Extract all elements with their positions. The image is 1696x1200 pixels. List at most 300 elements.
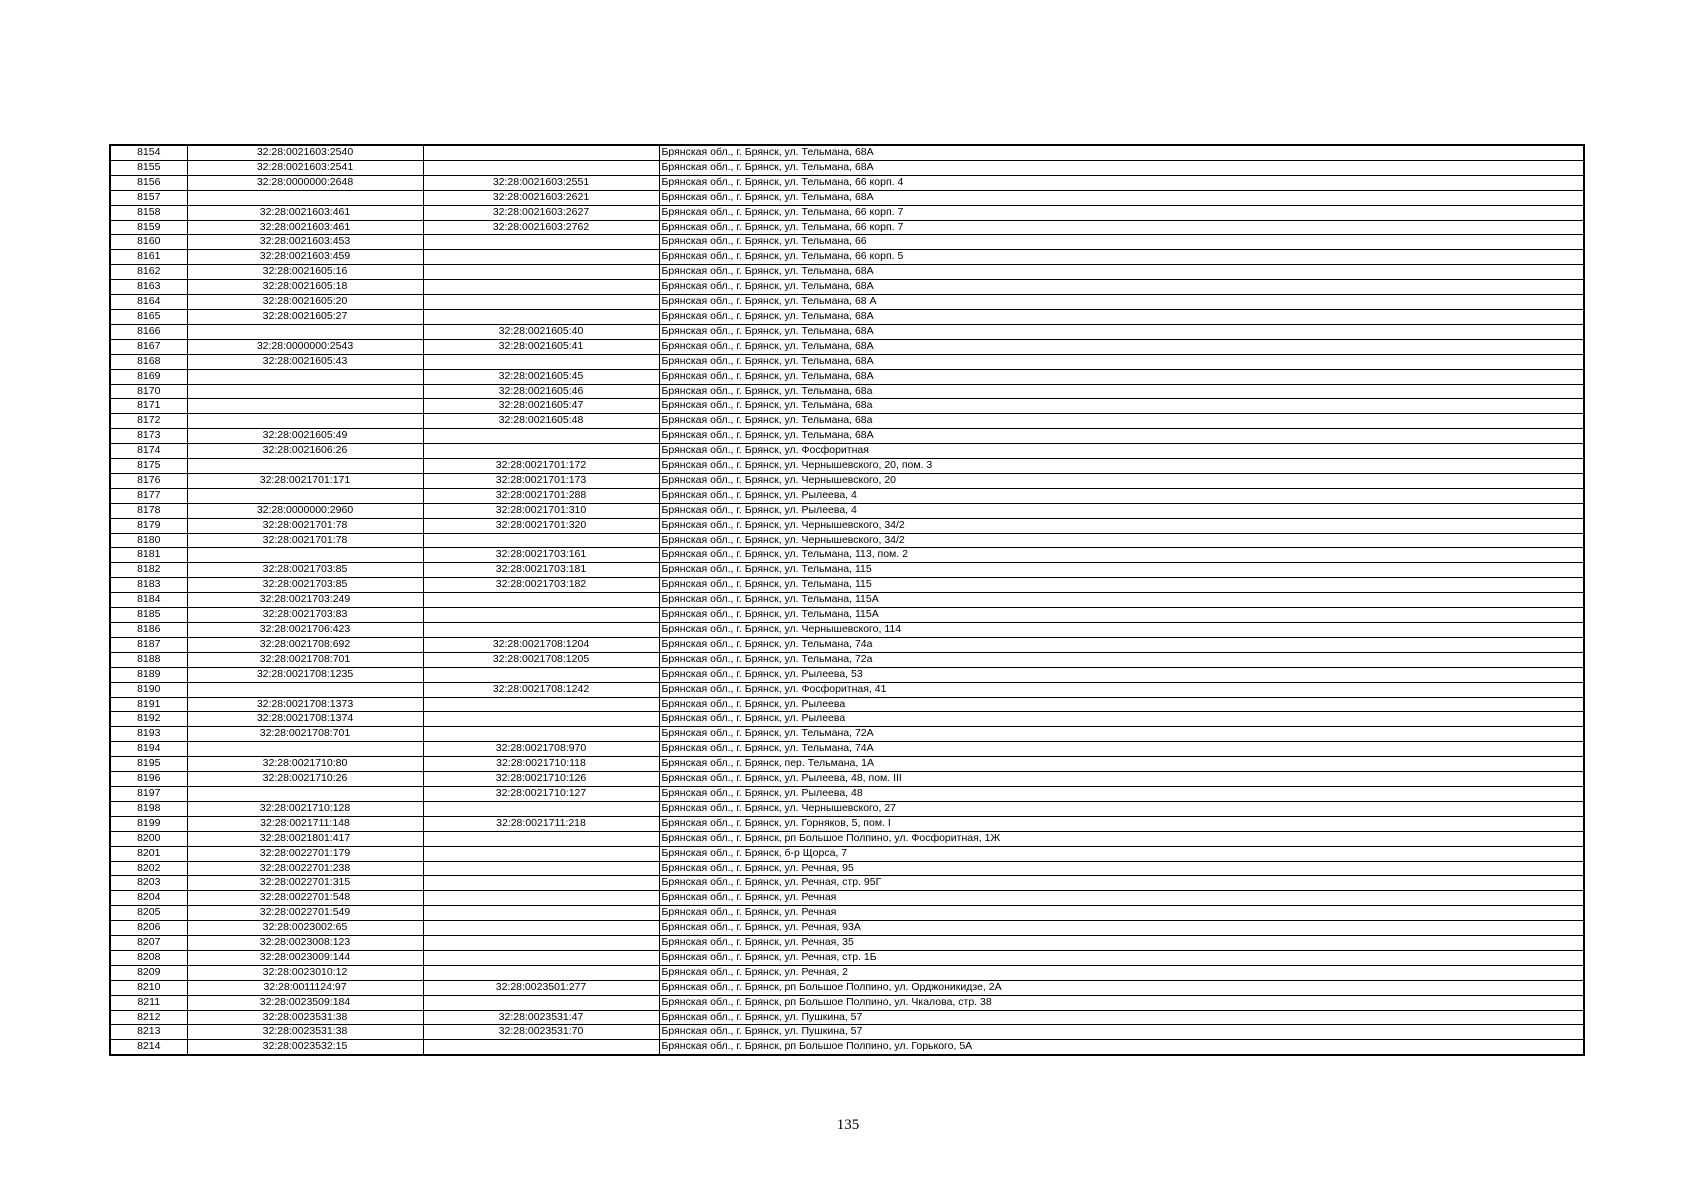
cadastral-number-cell: 32:28:0021701:171 [187, 473, 423, 488]
related-cadastral-number-cell: 32:28:0023501:277 [423, 980, 659, 995]
cadastral-number-cell [187, 742, 423, 757]
row-number-cell: 8201 [110, 846, 187, 861]
cadastral-number-cell [187, 459, 423, 474]
related-cadastral-number-cell: 32:28:0021701:173 [423, 473, 659, 488]
cadastral-number-cell: 32:28:0022701:179 [187, 846, 423, 861]
table-row [110, 414, 1584, 429]
cadastral-number-cell: 32:28:0021701:78 [187, 518, 423, 533]
related-cadastral-number-cell [423, 623, 659, 638]
address-cell: Брянская обл., г. Брянск, ул. Тельмана, 68А [659, 145, 1584, 160]
related-cadastral-number-cell: 32:28:0021605:47 [423, 399, 659, 414]
cadastral-number-cell: 32:28:0021605:27 [187, 309, 423, 324]
cadastral-number-cell: 32:28:0021708:692 [187, 637, 423, 652]
table-row [110, 429, 1584, 444]
row-number-cell: 8178 [110, 503, 187, 518]
address-cell: Брянская обл., г. Брянск, пер. Тельмана, 1А [659, 757, 1584, 772]
cadastral-number-cell: 32:28:0021708:1374 [187, 712, 423, 727]
related-cadastral-number-cell: 32:28:0021711:218 [423, 816, 659, 831]
related-cadastral-number-cell: 32:28:0021708:970 [423, 742, 659, 757]
related-cadastral-number-cell: 32:28:0021701:310 [423, 503, 659, 518]
cadastral-number-cell [187, 384, 423, 399]
cadastral-number-cell: 32:28:0021710:128 [187, 801, 423, 816]
related-cadastral-number-cell: 32:28:0021605:45 [423, 369, 659, 384]
cadastral-number-cell [187, 682, 423, 697]
table-row [110, 399, 1584, 414]
address-cell: Брянская обл., г. Брянск, ул. Чернышевского, 27 [659, 801, 1584, 816]
address-cell: Брянская обл., г. Брянск, ул. Тельмана, 68А [659, 429, 1584, 444]
row-number-cell: 8203 [110, 876, 187, 891]
cadastral-number-cell: 32:28:0021708:701 [187, 727, 423, 742]
address-cell: Брянская обл., г. Брянск, ул. Тельмана, 68 А [659, 295, 1584, 310]
table-row [110, 339, 1584, 354]
address-cell: Брянская обл., г. Брянск, ул. Рылеева, 48, пом. III [659, 772, 1584, 787]
cadastral-number-cell: 32:28:0021710:26 [187, 772, 423, 787]
row-number-cell: 8210 [110, 980, 187, 995]
related-cadastral-number-cell [423, 533, 659, 548]
related-cadastral-number-cell: 32:28:0021603:2762 [423, 220, 659, 235]
table-row [110, 697, 1584, 712]
address-cell: Брянская обл., г. Брянск, ул. Рылеева, 48 [659, 786, 1584, 801]
row-number-cell: 8206 [110, 921, 187, 936]
cadastral-number-cell: 32:28:0021710:80 [187, 757, 423, 772]
cadastral-number-cell: 32:28:0023009:144 [187, 950, 423, 965]
row-number-cell: 8209 [110, 965, 187, 980]
row-number-cell: 8169 [110, 369, 187, 384]
address-cell: Брянская обл., г. Брянск, ул. Чернышевского, 20 [659, 473, 1584, 488]
row-number-cell: 8168 [110, 354, 187, 369]
related-cadastral-number-cell [423, 429, 659, 444]
row-number-cell: 8187 [110, 637, 187, 652]
related-cadastral-number-cell: 32:28:0023531:47 [423, 1010, 659, 1025]
address-cell: Брянская обл., г. Брянск, ул. Рылеева, 53 [659, 667, 1584, 682]
row-number-cell: 8191 [110, 697, 187, 712]
related-cadastral-number-cell [423, 667, 659, 682]
registry-table [109, 144, 1585, 1056]
row-number-cell: 8157 [110, 190, 187, 205]
table-row [110, 220, 1584, 235]
table-row [110, 280, 1584, 295]
table-row [110, 667, 1584, 682]
address-cell: Брянская обл., г. Брянск, ул. Речная, стр. 1Б [659, 950, 1584, 965]
cadastral-number-cell: 32:28:0022701:548 [187, 891, 423, 906]
table-row [110, 846, 1584, 861]
row-number-cell: 8207 [110, 936, 187, 951]
cadastral-number-cell: 32:28:0021605:20 [187, 295, 423, 310]
table-row [110, 950, 1584, 965]
row-number-cell: 8184 [110, 593, 187, 608]
cadastral-number-cell: 32:28:0021603:2540 [187, 145, 423, 160]
address-cell: Брянская обл., г. Брянск, ул. Тельмана, 74а [659, 637, 1584, 652]
cadastral-number-cell: 32:28:0021801:417 [187, 831, 423, 846]
cadastral-number-cell: 32:28:0023008:123 [187, 936, 423, 951]
address-cell: Брянская обл., г. Брянск, ул. Тельмана, 68А [659, 339, 1584, 354]
related-cadastral-number-cell [423, 831, 659, 846]
table-row [110, 354, 1584, 369]
related-cadastral-number-cell [423, 965, 659, 980]
table-row [110, 980, 1584, 995]
related-cadastral-number-cell [423, 1040, 659, 1055]
row-number-cell: 8212 [110, 1010, 187, 1025]
row-number-cell: 8195 [110, 757, 187, 772]
cadastral-number-cell: 32:28:0021701:78 [187, 533, 423, 548]
row-number-cell: 8183 [110, 578, 187, 593]
row-number-cell: 8204 [110, 891, 187, 906]
row-number-cell: 8185 [110, 608, 187, 623]
related-cadastral-number-cell: 32:28:0021603:2621 [423, 190, 659, 205]
row-number-cell: 8189 [110, 667, 187, 682]
cadastral-number-cell: 32:28:0021603:459 [187, 250, 423, 265]
row-number-cell: 8208 [110, 950, 187, 965]
table-row [110, 160, 1584, 175]
table-row [110, 861, 1584, 876]
related-cadastral-number-cell: 32:28:0021703:161 [423, 548, 659, 563]
cadastral-number-cell: 32:28:0021706:423 [187, 623, 423, 638]
related-cadastral-number-cell: 32:28:0021710:118 [423, 757, 659, 772]
cadastral-number-cell: 32:28:0000000:2960 [187, 503, 423, 518]
cadastral-number-cell: 32:28:0021703:249 [187, 593, 423, 608]
cadastral-number-cell [187, 548, 423, 563]
cadastral-number-cell [187, 488, 423, 503]
address-cell: Брянская обл., г. Брянск, рп Большое Полпино, ул. Орджоникидзе, 2А [659, 980, 1584, 995]
address-cell: Брянская обл., г. Брянск, ул. Пушкина, 57 [659, 1010, 1584, 1025]
cadastral-number-cell: 32:28:0023509:184 [187, 995, 423, 1010]
cadastral-number-cell: 32:28:0021703:85 [187, 563, 423, 578]
address-cell: Брянская обл., г. Брянск, б-р Щорса, 7 [659, 846, 1584, 861]
address-cell: Брянская обл., г. Брянск, ул. Рылеева [659, 697, 1584, 712]
related-cadastral-number-cell [423, 906, 659, 921]
address-cell: Брянская обл., г. Брянск, ул. Фосфоритная [659, 444, 1584, 459]
table-row [110, 459, 1584, 474]
table-row [110, 801, 1584, 816]
address-cell: Брянская обл., г. Брянск, ул. Тельмана, 74А [659, 742, 1584, 757]
related-cadastral-number-cell [423, 608, 659, 623]
row-number-cell: 8198 [110, 801, 187, 816]
related-cadastral-number-cell: 32:28:0021605:48 [423, 414, 659, 429]
cadastral-number-cell [187, 190, 423, 205]
table-row [110, 473, 1584, 488]
table-row [110, 324, 1584, 339]
cadastral-number-cell: 32:28:0021711:148 [187, 816, 423, 831]
cadastral-number-cell: 32:28:0023002:65 [187, 921, 423, 936]
related-cadastral-number-cell: 32:28:0021708:1204 [423, 637, 659, 652]
address-cell: Брянская обл., г. Брянск, ул. Тельмана, 68А [659, 280, 1584, 295]
row-number-cell: 8177 [110, 488, 187, 503]
row-number-cell: 8175 [110, 459, 187, 474]
cadastral-number-cell: 32:28:0022701:315 [187, 876, 423, 891]
row-number-cell: 8158 [110, 205, 187, 220]
address-cell: Брянская обл., г. Брянск, ул. Рылеева, 4 [659, 488, 1584, 503]
address-cell: Брянская обл., г. Брянск, ул. Тельмана, 72А [659, 727, 1584, 742]
address-cell: Брянская обл., г. Брянск, ул. Тельмана, 68А [659, 369, 1584, 384]
table-row [110, 593, 1584, 608]
related-cadastral-number-cell [423, 145, 659, 160]
related-cadastral-number-cell [423, 235, 659, 250]
row-number-cell: 8161 [110, 250, 187, 265]
table-row [110, 921, 1584, 936]
address-cell: Брянская обл., г. Брянск, ул. Тельмана, 66 корп. 4 [659, 175, 1584, 190]
row-number-cell: 8193 [110, 727, 187, 742]
row-number-cell: 8176 [110, 473, 187, 488]
row-number-cell: 8205 [110, 906, 187, 921]
cadastral-number-cell: 32:28:0000000:2543 [187, 339, 423, 354]
address-cell: Брянская обл., г. Брянск, ул. Тельмана, 66 корп. 5 [659, 250, 1584, 265]
address-cell: Брянская обл., г. Брянск, ул. Тельмана, 66 корп. 7 [659, 205, 1584, 220]
related-cadastral-number-cell [423, 250, 659, 265]
related-cadastral-number-cell [423, 891, 659, 906]
address-cell: Брянская обл., г. Брянск, рп Большое Полпино, ул. Чкалова, стр. 38 [659, 995, 1584, 1010]
table-row [110, 742, 1584, 757]
related-cadastral-number-cell [423, 936, 659, 951]
table-row [110, 965, 1584, 980]
table-row [110, 578, 1584, 593]
related-cadastral-number-cell: 32:28:0021701:172 [423, 459, 659, 474]
table-row [110, 175, 1584, 190]
related-cadastral-number-cell: 32:28:0021708:1242 [423, 682, 659, 697]
table-row [110, 936, 1584, 951]
table-row [110, 906, 1584, 921]
related-cadastral-number-cell [423, 950, 659, 965]
cadastral-number-cell: 32:28:0021603:461 [187, 205, 423, 220]
related-cadastral-number-cell [423, 309, 659, 324]
address-cell: Брянская обл., г. Брянск, ул. Речная, 93А [659, 921, 1584, 936]
related-cadastral-number-cell [423, 593, 659, 608]
table-row [110, 757, 1584, 772]
related-cadastral-number-cell [423, 801, 659, 816]
cadastral-number-cell: 32:28:0022701:549 [187, 906, 423, 921]
table-row [110, 205, 1584, 220]
table-row [110, 444, 1584, 459]
cadastral-number-cell: 32:28:0023531:38 [187, 1010, 423, 1025]
row-number-cell: 8155 [110, 160, 187, 175]
table-row [110, 623, 1584, 638]
row-number-cell: 8171 [110, 399, 187, 414]
row-number-cell: 8163 [110, 280, 187, 295]
related-cadastral-number-cell: 32:28:0021708:1205 [423, 652, 659, 667]
table-row [110, 682, 1584, 697]
cadastral-number-cell: 32:28:0000000:2648 [187, 175, 423, 190]
row-number-cell: 8186 [110, 623, 187, 638]
row-number-cell: 8179 [110, 518, 187, 533]
related-cadastral-number-cell [423, 876, 659, 891]
table-row [110, 145, 1584, 160]
table-row [110, 816, 1584, 831]
related-cadastral-number-cell: 32:28:0021605:40 [423, 324, 659, 339]
related-cadastral-number-cell: 32:28:0021605:41 [423, 339, 659, 354]
address-cell: Брянская обл., г. Брянск, ул. Тельмана, 115 [659, 563, 1584, 578]
table-row [110, 712, 1584, 727]
related-cadastral-number-cell [423, 295, 659, 310]
address-cell: Брянская обл., г. Брянск, ул. Речная, стр. 95Г [659, 876, 1584, 891]
address-cell: Брянская обл., г. Брянск, рп Большое Полпино, ул. Фосфоритная, 1Ж [659, 831, 1584, 846]
related-cadastral-number-cell [423, 160, 659, 175]
table-row [110, 637, 1584, 652]
table-row [110, 772, 1584, 787]
row-number-cell: 8170 [110, 384, 187, 399]
address-cell: Брянская обл., г. Брянск, ул. Рылеева [659, 712, 1584, 727]
address-cell: Брянская обл., г. Брянск, ул. Чернышевского, 34/2 [659, 533, 1584, 548]
table-row [110, 1010, 1584, 1025]
row-number-cell: 8214 [110, 1040, 187, 1055]
cadastral-number-cell [187, 369, 423, 384]
address-cell: Брянская обл., г. Брянск, ул. Тельмана, 68А [659, 160, 1584, 175]
table-row [110, 563, 1584, 578]
address-cell: Брянская обл., г. Брянск, ул. Чернышевского, 20, пом. 3 [659, 459, 1584, 474]
table-row [110, 503, 1584, 518]
row-number-cell: 8160 [110, 235, 187, 250]
row-number-cell: 8165 [110, 309, 187, 324]
table-row [110, 652, 1584, 667]
cadastral-number-cell: 32:28:0021708:701 [187, 652, 423, 667]
address-cell: Брянская обл., г. Брянск, ул. Тельмана, 115 [659, 578, 1584, 593]
related-cadastral-number-cell [423, 265, 659, 280]
related-cadastral-number-cell [423, 697, 659, 712]
row-number-cell: 8164 [110, 295, 187, 310]
related-cadastral-number-cell: 32:28:0021603:2551 [423, 175, 659, 190]
table-row [110, 384, 1584, 399]
row-number-cell: 8154 [110, 145, 187, 160]
address-cell: Брянская обл., г. Брянск, ул. Речная, 2 [659, 965, 1584, 980]
table-row [110, 608, 1584, 623]
address-cell: Брянская обл., г. Брянск, ул. Тельмана, 66 [659, 235, 1584, 250]
cadastral-number-cell [187, 324, 423, 339]
registry-table-body [110, 145, 1584, 1055]
cadastral-number-cell: 32:28:0011124:97 [187, 980, 423, 995]
cadastral-number-cell [187, 414, 423, 429]
cadastral-number-cell: 32:28:0023532:15 [187, 1040, 423, 1055]
address-cell: Брянская обл., г. Брянск, ул. Чернышевского, 34/2 [659, 518, 1584, 533]
table-row [110, 1025, 1584, 1040]
row-number-cell: 8202 [110, 861, 187, 876]
table-row [110, 548, 1584, 563]
row-number-cell: 8199 [110, 816, 187, 831]
address-cell: Брянская обл., г. Брянск, ул. Тельмана, 66 корп. 7 [659, 220, 1584, 235]
row-number-cell: 8156 [110, 175, 187, 190]
row-number-cell: 8182 [110, 563, 187, 578]
table-row [110, 309, 1584, 324]
related-cadastral-number-cell: 32:28:0023531:70 [423, 1025, 659, 1040]
cadastral-number-cell: 32:28:0023010:12 [187, 965, 423, 980]
table-row [110, 235, 1584, 250]
table-row [110, 295, 1584, 310]
cadastral-number-cell: 32:28:0021605:43 [187, 354, 423, 369]
cadastral-number-cell: 32:28:0021606:26 [187, 444, 423, 459]
row-number-cell: 8192 [110, 712, 187, 727]
table-row [110, 190, 1584, 205]
address-cell: Брянская обл., г. Брянск, ул. Речная [659, 891, 1584, 906]
table-row [110, 265, 1584, 280]
cadastral-number-cell: 32:28:0021605:16 [187, 265, 423, 280]
related-cadastral-number-cell [423, 921, 659, 936]
row-number-cell: 8159 [110, 220, 187, 235]
address-cell: Брянская обл., г. Брянск, ул. Речная, 35 [659, 936, 1584, 951]
cadastral-number-cell: 32:28:0022701:238 [187, 861, 423, 876]
address-cell: Брянская обл., г. Брянск, ул. Тельмана, 68а [659, 399, 1584, 414]
row-number-cell: 8211 [110, 995, 187, 1010]
table-row [110, 250, 1584, 265]
address-cell: Брянская обл., г. Брянск, ул. Тельмана, 113, пом. 2 [659, 548, 1584, 563]
related-cadastral-number-cell [423, 846, 659, 861]
related-cadastral-number-cell: 32:28:0021710:126 [423, 772, 659, 787]
table-row [110, 518, 1584, 533]
related-cadastral-number-cell: 32:28:0021703:182 [423, 578, 659, 593]
related-cadastral-number-cell: 32:28:0021710:127 [423, 786, 659, 801]
related-cadastral-number-cell: 32:28:0021701:288 [423, 488, 659, 503]
row-number-cell: 8162 [110, 265, 187, 280]
row-number-cell: 8172 [110, 414, 187, 429]
address-cell: Брянская обл., г. Брянск, ул. Тельмана, 68А [659, 190, 1584, 205]
address-cell: Брянская обл., г. Брянск, ул. Тельмана, 72а [659, 652, 1584, 667]
address-cell: Брянская обл., г. Брянск, ул. Речная, 95 [659, 861, 1584, 876]
table-row [110, 891, 1584, 906]
address-cell: Брянская обл., г. Брянск, ул. Чернышевского, 114 [659, 623, 1584, 638]
row-number-cell: 8181 [110, 548, 187, 563]
cadastral-number-cell: 32:28:0023531:38 [187, 1025, 423, 1040]
cadastral-number-cell: 32:28:0021703:83 [187, 608, 423, 623]
related-cadastral-number-cell: 32:28:0021703:181 [423, 563, 659, 578]
address-cell: Брянская обл., г. Брянск, ул. Тельмана, 115А [659, 608, 1584, 623]
related-cadastral-number-cell [423, 712, 659, 727]
row-number-cell: 8188 [110, 652, 187, 667]
row-number-cell: 8194 [110, 742, 187, 757]
row-number-cell: 8167 [110, 339, 187, 354]
address-cell: Брянская обл., г. Брянск, ул. Горняков, 5, пом. I [659, 816, 1584, 831]
row-number-cell: 8173 [110, 429, 187, 444]
row-number-cell: 8190 [110, 682, 187, 697]
related-cadastral-number-cell [423, 354, 659, 369]
cadastral-number-cell: 32:28:0021603:453 [187, 235, 423, 250]
address-cell: Брянская обл., г. Брянск, ул. Тельмана, 68А [659, 265, 1584, 280]
row-number-cell: 8166 [110, 324, 187, 339]
related-cadastral-number-cell: 32:28:0021603:2627 [423, 205, 659, 220]
cadastral-number-cell: 32:28:0021605:49 [187, 429, 423, 444]
row-number-cell: 8174 [110, 444, 187, 459]
address-cell: Брянская обл., г. Брянск, ул. Тельмана, 68А [659, 354, 1584, 369]
table-row [110, 831, 1584, 846]
table-row [110, 1040, 1584, 1055]
cadastral-number-cell: 32:28:0021603:2541 [187, 160, 423, 175]
related-cadastral-number-cell: 32:28:0021605:46 [423, 384, 659, 399]
cadastral-number-cell: 32:28:0021708:1373 [187, 697, 423, 712]
cadastral-number-cell: 32:28:0021605:18 [187, 280, 423, 295]
related-cadastral-number-cell [423, 280, 659, 295]
row-number-cell: 8213 [110, 1025, 187, 1040]
table-row [110, 727, 1584, 742]
related-cadastral-number-cell [423, 727, 659, 742]
row-number-cell: 8196 [110, 772, 187, 787]
cadastral-number-cell [187, 399, 423, 414]
table-row [110, 995, 1584, 1010]
address-cell: Брянская обл., г. Брянск, ул. Тельмана, 68а [659, 384, 1584, 399]
related-cadastral-number-cell [423, 444, 659, 459]
row-number-cell: 8180 [110, 533, 187, 548]
address-cell: Брянская обл., г. Брянск, ул. Тельмана, 68А [659, 309, 1584, 324]
address-cell: Брянская обл., г. Брянск, ул. Фосфоритная, 41 [659, 682, 1584, 697]
table-row [110, 369, 1584, 384]
row-number-cell: 8197 [110, 786, 187, 801]
table-row [110, 786, 1584, 801]
row-number-cell: 8200 [110, 831, 187, 846]
address-cell: Брянская обл., г. Брянск, ул. Тельмана, 68а [659, 414, 1584, 429]
address-cell: Брянская обл., г. Брянск, ул. Пушкина, 57 [659, 1025, 1584, 1040]
cadastral-number-cell: 32:28:0021603:461 [187, 220, 423, 235]
table-row [110, 488, 1584, 503]
table-row [110, 533, 1584, 548]
page-number: 135 [836, 1117, 860, 1133]
cadastral-number-cell: 32:28:0021703:85 [187, 578, 423, 593]
address-cell: Брянская обл., г. Брянск, ул. Тельмана, 115А [659, 593, 1584, 608]
table-row [110, 876, 1584, 891]
address-cell: Брянская обл., г. Брянск, рп Большое Полпино, ул. Горького, 5А [659, 1040, 1584, 1055]
